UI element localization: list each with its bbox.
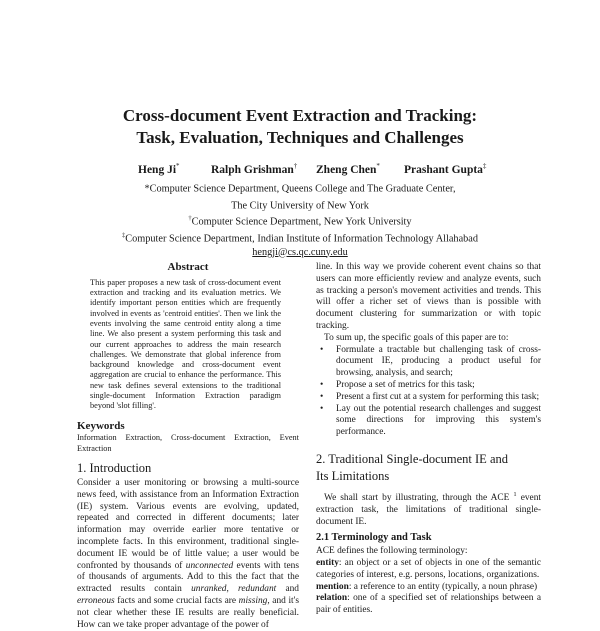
term-name: entity bbox=[316, 558, 339, 569]
intro-text: , and it's not clear whether these IE results are really beneficial. How can we take proper advantage of the power of bbox=[77, 596, 299, 630]
term-definition bbox=[316, 582, 541, 594]
left-column bbox=[77, 262, 299, 631]
affiliations bbox=[90, 179, 510, 259]
right-column bbox=[316, 262, 541, 617]
term-text: : one of a specified set of relationships between a pair of entities. bbox=[316, 593, 541, 616]
keywords-text: Information Extraction, Cross-document Extraction, Event Extraction bbox=[77, 433, 299, 453]
title-line-2: Task, Evaluation, Techniques and Challenges bbox=[136, 128, 464, 147]
author-mark: ‡ bbox=[482, 162, 487, 170]
list-item bbox=[320, 391, 541, 404]
author-3 bbox=[316, 162, 380, 176]
bullet-icon: • bbox=[320, 344, 324, 355]
intro-emphasis: unranked bbox=[191, 584, 227, 595]
list-item-text: Formulate a tractable but challenging task of cross-document IE, producing a product useful for browsing, analysis, and search; bbox=[336, 344, 541, 379]
author-name: Prashant Gupta bbox=[404, 163, 483, 176]
abstract-text: This paper proposes a new task of cross-document event extraction and tracking and its evaluation metrics. We identify important person entities which are frequently involved in events as 'centroid entities'. Then we link the events involving the same centroid entity along a time line. We also present a system performing this task and our current approaches to address the main research challenges. We demonstrate that global inference from background knowledge and cross-document event aggregation are crucial to enhance the performance. This new task defines several extensions to the traditional single-document Information Extraction paradigm beyond 'slot filling'. bbox=[90, 277, 281, 411]
affiliation-text: *Computer Science Department, Queens College and The Graduate Center, bbox=[144, 183, 456, 195]
paper-title bbox=[60, 105, 540, 149]
intro-emphasis: unconnected bbox=[185, 560, 234, 571]
author-name: Heng Ji bbox=[138, 163, 177, 176]
affiliation-line bbox=[90, 229, 510, 246]
term-text: : a reference to an entity (typically, a noun phrase) bbox=[348, 581, 538, 592]
bullet-icon: • bbox=[320, 379, 324, 390]
author-mark: * bbox=[176, 162, 180, 170]
intro-text: events with tens of thousands of arguments. Add to this the fact that the extracted results contain bbox=[77, 560, 299, 595]
section-2-heading bbox=[316, 451, 541, 485]
list-item-text: Lay out the potential research challenges and suggest some directions for improving this system's performance. bbox=[336, 403, 541, 438]
affiliation-text: Computer Science Department, New York University bbox=[191, 216, 412, 228]
list-item-text: Present a first cut at a system for performing this task; bbox=[336, 391, 540, 402]
continued-paragraph: line. In this way we provide coherent event chains so that users can more efficiently review and analyze events, such as tracking a person's movement activities and trends. This will offer a richer set of views than is possible with document clustering for summarization or with topic tracking. bbox=[316, 262, 541, 331]
author-name: Ralph Grishman bbox=[211, 163, 294, 176]
affiliation-text: The City University of New York bbox=[231, 200, 369, 212]
intro-text: facts and some crucial facts are bbox=[114, 596, 239, 607]
subsection-2-1-heading: 2.1 Terminology and Task bbox=[316, 532, 432, 544]
author-list bbox=[0, 162, 600, 178]
section-2-text: event extraction task, the limitations of traditional single-document IE. bbox=[316, 493, 541, 527]
terminology-intro: ACE defines the following terminology: bbox=[316, 546, 468, 557]
keywords-heading: Keywords bbox=[77, 419, 125, 432]
intro-emphasis: erroneous bbox=[77, 596, 115, 607]
term-name: relation bbox=[316, 593, 348, 604]
affiliation-line bbox=[90, 212, 510, 229]
term-definition bbox=[316, 558, 541, 582]
author-email[interactable]: hengji@cs.qc.cuny.edu bbox=[252, 246, 348, 258]
section-1-heading: 1. Introduction bbox=[77, 461, 152, 476]
section-2-heading-line: 2. Traditional Single-document IE and bbox=[316, 451, 508, 466]
author-1 bbox=[138, 162, 180, 176]
footnote-mark[interactable]: 1 bbox=[513, 490, 517, 498]
section-2-heading-line: Its Limitations bbox=[316, 468, 390, 483]
list-item bbox=[320, 344, 541, 380]
bullet-icon: • bbox=[320, 403, 324, 414]
section-2-paragraph bbox=[316, 489, 541, 529]
term-text: : an object or a set of objects in one of the semantic categories of interest, e.g. persons, locations, organizations. bbox=[316, 558, 541, 580]
author-mark: † bbox=[293, 162, 298, 170]
author-mark: * bbox=[376, 162, 380, 170]
intro-emphasis: redundant bbox=[238, 584, 277, 595]
term-name: mention bbox=[316, 581, 349, 592]
goals-intro: To sum up, the specific goals of this paper are to: bbox=[324, 332, 509, 343]
affiliation-mark: † bbox=[188, 215, 192, 223]
list-item bbox=[320, 379, 541, 392]
intro-text: and bbox=[276, 584, 299, 595]
term-definition bbox=[316, 593, 541, 617]
intro-text: , bbox=[226, 584, 239, 595]
abstract-heading: Abstract bbox=[167, 261, 209, 273]
author-2 bbox=[211, 162, 297, 176]
affiliation-line bbox=[90, 196, 510, 213]
goals-list bbox=[316, 345, 541, 439]
list-item bbox=[320, 403, 541, 439]
author-4 bbox=[404, 162, 486, 176]
intro-paragraph bbox=[77, 478, 299, 631]
title-line-1: Cross-document Event Extraction and Tracking: bbox=[122, 106, 478, 125]
section-2-text: We shall start by illustrating, through the ACE bbox=[324, 493, 514, 504]
intro-text: Consider a user monitoring or browsing a multi-source news feed, with assistance from an Information Extraction (IE) system. Various events are evolving, updated, repeated and corrected in different documents; later information may override earlier more tentative or incomplete facts. In this environment, traditional single-document IE would be of little value; a user would be confronted by thousands of bbox=[77, 478, 299, 571]
affiliation-line bbox=[90, 179, 510, 196]
author-name: Zheng Chen bbox=[316, 163, 377, 176]
list-item-text: Propose a set of metrics for this task; bbox=[336, 379, 475, 390]
affiliation-mark: ‡ bbox=[121, 231, 126, 239]
intro-emphasis: missing bbox=[238, 596, 268, 607]
bullet-icon: • bbox=[320, 391, 324, 402]
affiliation-text: Computer Science Department, Indian Institute of Information Technology Allahabad bbox=[125, 233, 479, 245]
